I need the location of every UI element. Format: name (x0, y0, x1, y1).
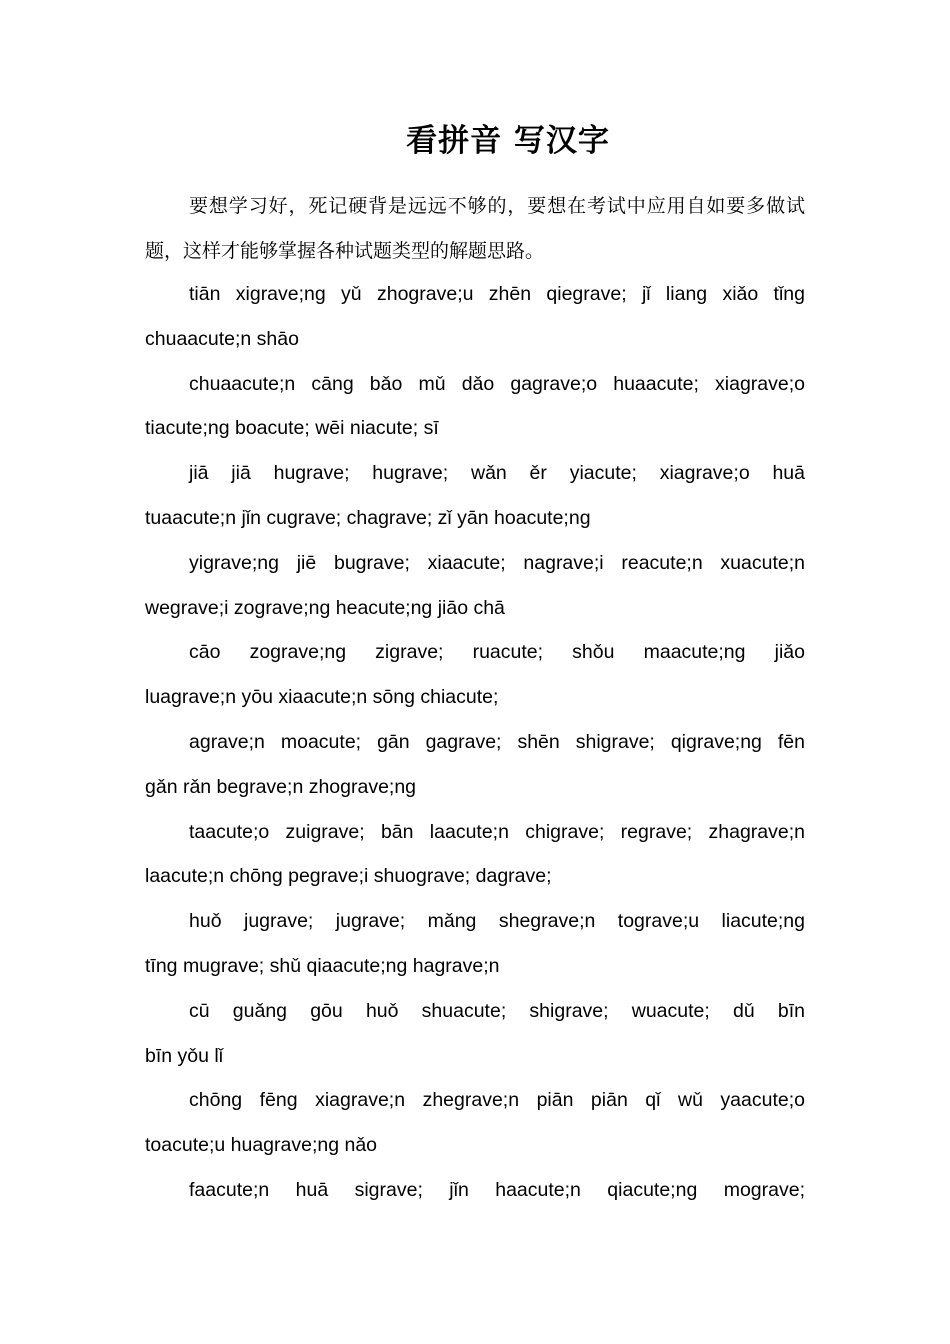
pinyin-line-continued: wegrave;i zograve;ng heacute;ng jiāo chā (145, 596, 505, 619)
pinyin-item (145, 899, 805, 989)
pinyin-line: cāo zograve;ng zigrave; ruacute; shǒu maacute;ng jiǎo (189, 641, 805, 664)
pinyin-item (145, 541, 805, 631)
intro-paragraph: 要想学习好，死记硬背是远远不够的，要想在考试中应用自如要多做试题，这样才能够掌握各种试题类型的解题思路。 (145, 195, 805, 262)
pinyin-item (145, 451, 805, 541)
pinyin-line-continued: tīng mugrave; shǔ qiaacute;ng hagrave;n (145, 954, 500, 977)
pinyin-line: chōng fēng xiagrave;n zhegrave;n piān piān qǐ wǔ yaacute;o (189, 1089, 805, 1112)
pinyin-list (145, 272, 805, 1213)
pinyin-line: faacute;n huā sigrave; jǐn haacute;n qiacute;ng mograve; (189, 1178, 805, 1201)
pinyin-item (145, 362, 805, 452)
pinyin-line-continued: luagrave;n yōu xiaacute;n sōng chiacute; (145, 686, 499, 709)
pinyin-line: taacute;o zuigrave; bān laacute;n chigrave; regrave; zhagrave;n (189, 820, 805, 843)
pinyin-item (145, 720, 805, 810)
pinyin-item (145, 272, 805, 362)
pinyin-line-continued: gǎn rǎn begrave;n zhograve;ng (145, 775, 417, 798)
pinyin-item (145, 630, 805, 720)
pinyin-line: agrave;n moacute; gān gagrave; shēn shigrave; qigrave;ng fēn (189, 730, 805, 753)
pinyin-line-continued: tiacute;ng boacute; wēi niacute; sī (145, 417, 439, 440)
pinyin-line: jiā jiā hugrave; hugrave; wǎn ěr yiacute; xiagrave;o huā (189, 462, 805, 485)
pinyin-line: huǒ jugrave; jugrave; mǎng shegrave;n tograve;u liacute;ng (189, 910, 805, 933)
pinyin-line: tiān xigrave;ng yǔ zhograve;u zhēn qiegrave; jǐ liang xiǎo tǐng (189, 283, 805, 305)
pinyin-item (145, 810, 805, 900)
pinyin-line: cū guǎng gōu huǒ shuacute; shigrave; wuacute; dǔ bīn (189, 999, 805, 1022)
pinyin-line-continued: laacute;n chōng pegrave;i shuograve; dagrave; (145, 865, 552, 888)
pinyin-line-continued: tuaacute;n jǐn cugrave; chagrave; zǐ yān hoacute;ng (145, 506, 591, 529)
pinyin-item (145, 1168, 805, 1213)
pinyin-line-continued: toacute;u huagrave;ng nǎo (145, 1134, 378, 1157)
pinyin-item (145, 1078, 805, 1168)
page-title: 看拼音 写汉字 (406, 123, 610, 159)
pinyin-line-continued: bīn yǒu lǐ (145, 1044, 224, 1067)
pinyin-line: yigrave;ng jiē bugrave; xiaacute; nagrave;i reacute;n xuacute;n (189, 551, 805, 574)
pinyin-line: chuaacute;n cāng bǎo mǔ dǎo gagrave;o huaacute; xiagrave;o (189, 372, 805, 395)
pinyin-item (145, 989, 805, 1079)
pinyin-line-continued: chuaacute;n shāo (145, 327, 299, 350)
